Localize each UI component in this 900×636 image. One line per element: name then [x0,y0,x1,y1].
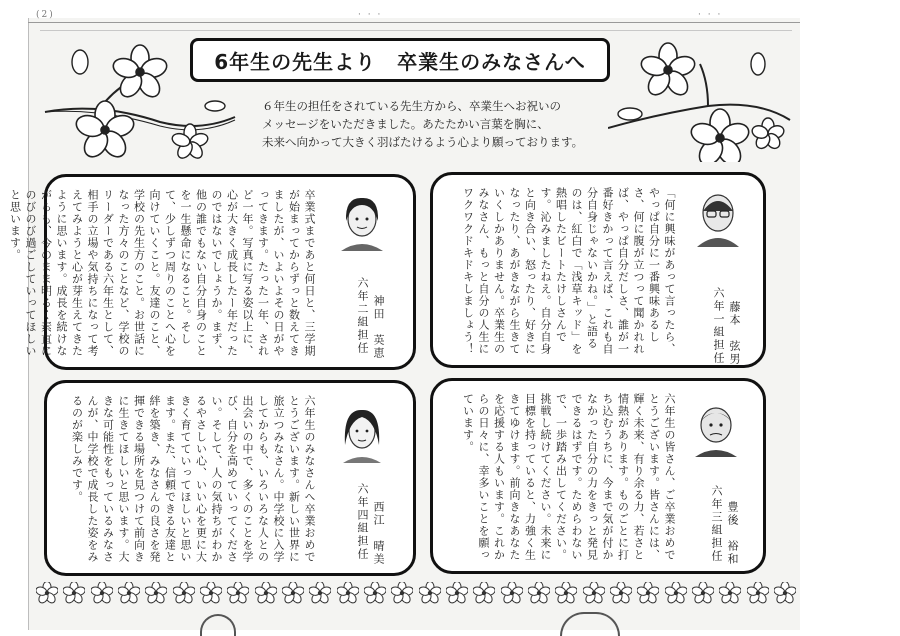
message-card-class-1 [430,172,766,368]
flower-icon [200,582,222,604]
page-title: 6年生の先生より 卒業生のみなさんへ [190,38,610,82]
teacher-class: 六年二組担任 [356,277,369,355]
flower-icon [747,582,769,604]
teacher-class: 六年三組担任 [710,485,723,563]
intro-line: 未来へ向かって大きく羽ばたけるよう心より願っております。 [262,135,584,149]
teacher-message: 六年生の皆さん、ご卒業おめでとうございます。皆さんには、輝く未来、有り余る力、若さと情熱があります。ものごとに打ち込むうちに、今まで気が付かなかった自分の力をきっと発見できるはずです。ためらわないで、一歩踏み出してください。挑戦し続けてください。未来に目標を持っていると、力強く生きてゆけます。前向きなあなたを応援する人もいます。これからの日々に、幸多いことを願っています。 [461,393,676,561]
masthead-center: · · · [358,10,383,20]
flower-icon [583,582,605,604]
intro-line: ６年生の担任をされている先生方から、卒業生へお祝いの [262,99,561,113]
teacher-message: 卒業式まであと何日と、三学期が始まってからずっと数えてきましたが、いよいよその日がやってきます。たった一年、されど一年。写真に写る姿以上に、心が大きく成長したー年だったのではないでしょうか。まず、他の誰でもない自分自身のことを一生懸命になること。そして、少しずつ周りのことへ心を向けていくこと。友達のこと、学校の先生方のこと。お世話になった方々のことなど、学校のリーダーである六年生として、相手の立場や気持ちになって考えてみようと心が芽生えてきたように思います。成長を続けながらも、今のまま明るく素直にのびのび過ごしていってほしいと思います。 [8,189,316,357]
flower-icon [282,582,304,604]
flower-icon [337,582,359,604]
teacher-name: 西江 晴美 [372,501,385,566]
flower-border [36,580,796,606]
teacher-photo [691,399,741,457]
message-card-class-2 [8,174,416,370]
flower-icon [91,582,113,604]
intro-line: メッセージをいただきました。あたたかい言葉を胸に、 [262,117,549,131]
teacher-photo [337,405,387,463]
flower-icon [63,582,85,604]
flower-icon [419,582,441,604]
flower-icon [364,582,386,604]
teacher-credit [709,485,723,573]
flower-icon [610,582,632,604]
flower-icon [692,582,714,604]
teacher-credit [727,301,741,367]
teacher-class: 六年四組担任 [356,483,369,561]
teacher-name: 神田 英恵 [372,295,385,360]
intro-text [262,97,592,151]
teacher-message: 六年生のみなさんへ卒業おめでとうございます。新しい世界に旅立つみなさん。中学校に入学してからも、いろいろな人との出会いの中で、多くのことを学び、自分を高めていってください。そして、人の気持ちがわかるやさしい心、いい心を更に大きく育てていってほしいと思います。また、信頼できる友達と絆を築き、みなさんの良さを発揮できる場所を見つけて前向きに生きてほしいと思います。大きな可能性をもっているみなさんが、中学校で成長した姿をみるのが楽しみです。 [70,395,316,563]
teacher-credit [711,287,725,367]
teacher-credit [371,295,385,365]
teacher-photo [337,193,387,251]
flower-icon [446,582,468,604]
flower-icon [309,582,331,604]
teacher-credit [371,501,385,573]
message-card-class-4 [44,380,416,576]
teacher-credit [725,501,739,571]
page-margin [800,0,900,636]
flower-icon [719,582,741,604]
flower-icon [118,582,140,604]
flower-icon [555,582,577,604]
masthead-left: (2) [36,10,55,20]
flower-icon [473,582,495,604]
flower-icon [145,582,167,604]
flower-icon [528,582,550,604]
flower-icon [665,582,687,604]
flower-icon [227,582,249,604]
flower-icon [774,582,796,604]
teacher-credit [355,277,369,367]
teacher-name: 豊後 裕和 [726,501,739,566]
message-card-class-3 [430,378,766,574]
teacher-message: 「何に興味があって言ったら、やっぱ自分に一番興味あるしさ、何に腹が立つって聞かれれば、やっぱ自分だしさ、誰が一番好きかって言えば、これも自分自身じゃないかね。」と語るのは、紅白で「浅草キッド」を熱唱したビートたけしさんです。沁みましたねえ。自分自身と向き合い、怒ったり、好きになったり、あがきながら生きていくしかありません。卒業生のみなさん、もっと自分の人生にワクワクドキドキしましょう！ [461,187,676,355]
flower-icon [36,582,58,604]
teacher-name: 藤本 弦男 [728,301,741,366]
teacher-credit [355,483,369,573]
teacher-photo [693,189,743,247]
flower-icon [501,582,523,604]
flower-icon [391,582,413,604]
masthead-right: · · · [698,10,723,20]
flower-icon [173,582,195,604]
flower-icon [637,582,659,604]
page-masthead [28,6,800,22]
cherry-blossom-right-icon [608,42,794,162]
teacher-class: 六年一組担任 [712,287,725,365]
top-rule [28,22,800,23]
flower-icon [255,582,277,604]
header-rule [40,30,792,31]
